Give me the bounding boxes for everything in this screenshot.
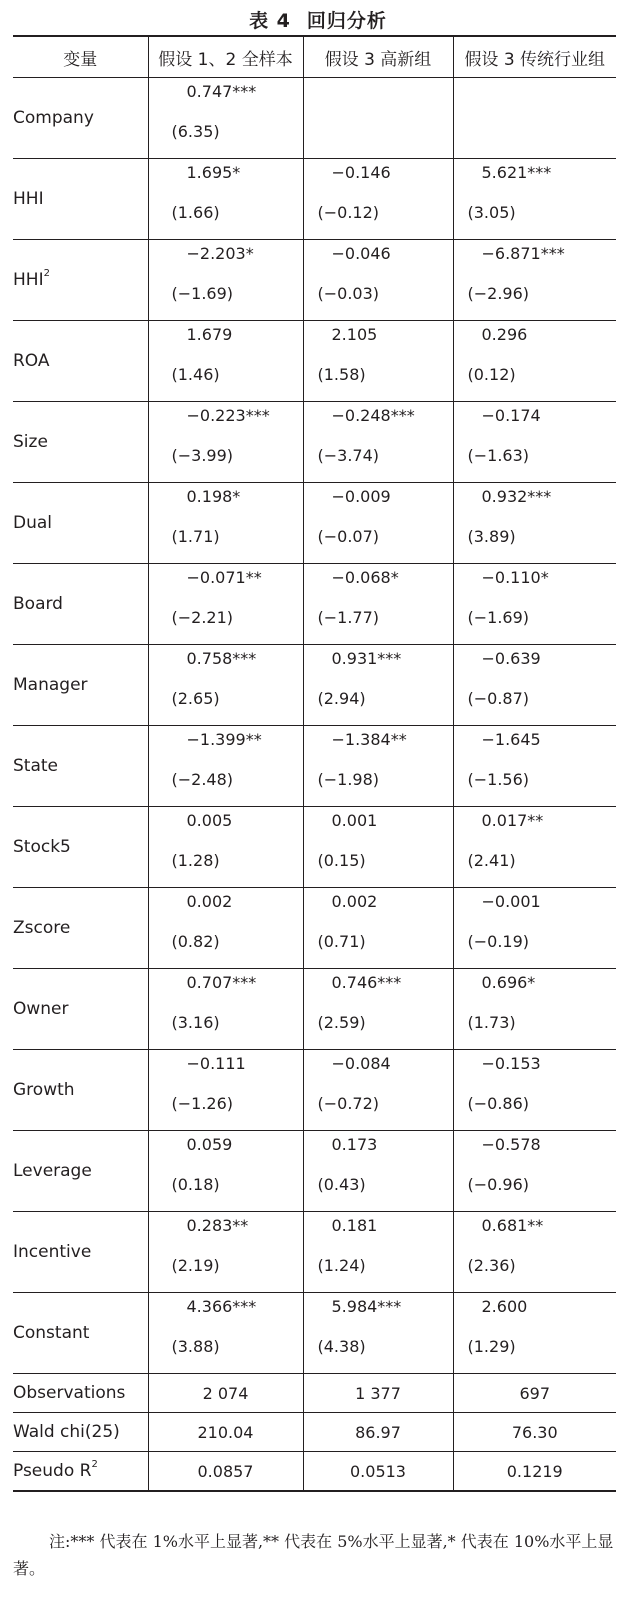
coefficient: −0.110* (481, 568, 549, 587)
coefficient: −0.146 (331, 163, 391, 182)
cell-traditional (453, 807, 616, 888)
cell-high-tech (303, 1131, 453, 1212)
coefficient: 0.002 (331, 892, 378, 911)
variable-name: Incentive (13, 1212, 148, 1293)
t-statistic: (−0.07) (317, 527, 380, 546)
coefficient: −6.871*** (481, 244, 565, 263)
variable-name: Zscore (13, 888, 148, 969)
coefficient: 0.001 (331, 811, 378, 830)
t-statistic: (2.36) (467, 1256, 516, 1275)
cell-high-tech (303, 969, 453, 1050)
stat-value-high-tech: 1 377 (303, 1374, 453, 1413)
stat-name: Wald chi(25) (13, 1413, 148, 1452)
coefficient: −0.111 (186, 1054, 246, 1073)
coefficient: 0.681** (481, 1216, 544, 1235)
t-statistic: (6.35) (171, 122, 220, 141)
t-statistic: (−0.96) (467, 1175, 530, 1194)
cell-traditional (453, 321, 616, 402)
variable-name: Dual (13, 483, 148, 564)
t-statistic: (0.12) (467, 365, 516, 384)
t-statistic: (−1.69) (171, 284, 234, 303)
coefficient: 1.695* (186, 163, 241, 182)
coefficient: 0.005 (186, 811, 233, 830)
t-statistic: (−1.63) (467, 446, 530, 465)
t-statistic: (−3.99) (171, 446, 234, 465)
t-statistic: (1.46) (171, 365, 220, 384)
stat-value-traditional: 697 (453, 1374, 616, 1413)
cell-full-sample (148, 645, 303, 726)
coefficient: 0.283** (186, 1216, 249, 1235)
stat-value-high-tech: 86.97 (303, 1413, 453, 1452)
table-note: 注:*** 代表在 1%水平上显著,** 代表在 5%水平上显著,* 代表在 10%水平上显著。 (13, 1532, 614, 1578)
table-row (13, 969, 616, 1050)
cell-high-tech (303, 1050, 453, 1131)
t-statistic: (0.71) (317, 932, 366, 951)
variable-name: Stock5 (13, 807, 148, 888)
t-statistic: (1.66) (171, 203, 220, 222)
header-high-tech: 假设 3 高新组 (303, 36, 453, 78)
cell-traditional (453, 1293, 616, 1374)
cell-traditional (453, 564, 616, 645)
cell-high-tech (303, 483, 453, 564)
variable-name: ROA (13, 321, 148, 402)
header-traditional: 假设 3 传统行业组 (453, 36, 616, 78)
t-statistic: (−1.69) (467, 608, 530, 627)
coefficient: 5.984*** (331, 1297, 402, 1316)
t-statistic: (1.28) (171, 851, 220, 870)
table-row (13, 564, 616, 645)
cell-high-tech (303, 402, 453, 483)
cell-traditional (453, 1212, 616, 1293)
t-statistic: (4.38) (317, 1337, 366, 1356)
table-row (13, 78, 616, 159)
stat-value-full-sample: 0.0857 (148, 1452, 303, 1492)
variable-name: Owner (13, 969, 148, 1050)
table-row (13, 1131, 616, 1212)
table-row (13, 888, 616, 969)
t-statistic: (0.15) (317, 851, 366, 870)
cell-full-sample (148, 1131, 303, 1212)
t-statistic: (−1.77) (317, 608, 380, 627)
cell-full-sample (148, 402, 303, 483)
stat-value-traditional: 0.1219 (453, 1452, 616, 1492)
regression-table (13, 35, 616, 1492)
variable-name: Leverage (13, 1131, 148, 1212)
table-row (13, 159, 616, 240)
stat-name: Observations (13, 1374, 148, 1413)
coefficient: 0.707*** (186, 973, 257, 992)
coefficient: 0.746*** (331, 973, 402, 992)
cell-full-sample (148, 1293, 303, 1374)
variable-name: HHI$^2$ (13, 240, 148, 321)
t-statistic: (−0.03) (317, 284, 380, 303)
stat-row (13, 1413, 616, 1452)
cell-traditional (453, 159, 616, 240)
coefficient: −0.001 (481, 892, 541, 911)
cell-high-tech (303, 1212, 453, 1293)
coefficient: 5.621*** (481, 163, 552, 182)
cell-high-tech (303, 807, 453, 888)
t-statistic: (−0.87) (467, 689, 530, 708)
cell-full-sample (148, 483, 303, 564)
stat-value-full-sample: 210.04 (148, 1413, 303, 1452)
cell-traditional (453, 483, 616, 564)
t-statistic: (2.59) (317, 1013, 366, 1032)
cell-full-sample (148, 78, 303, 159)
coefficient: 0.198* (186, 487, 241, 506)
table-row (13, 483, 616, 564)
table-body (13, 78, 616, 1492)
table-caption: 回归分析 (306, 10, 387, 32)
cell-full-sample (148, 969, 303, 1050)
header-full-sample: 假设 1、2 全样本 (148, 36, 303, 78)
stat-row (13, 1374, 616, 1413)
cell-high-tech (303, 564, 453, 645)
cell-traditional (453, 645, 616, 726)
t-statistic: (1.29) (467, 1337, 516, 1356)
coefficient: −0.223*** (186, 406, 270, 425)
table-row (13, 726, 616, 807)
coefficient: −0.174 (481, 406, 541, 425)
cell-high-tech (303, 78, 453, 159)
coefficient: −0.578 (481, 1135, 541, 1154)
cell-full-sample (148, 564, 303, 645)
cell-full-sample (148, 726, 303, 807)
t-statistic: (1.24) (317, 1256, 366, 1275)
coefficient: −0.248*** (331, 406, 415, 425)
coefficient: −0.639 (481, 649, 541, 668)
t-statistic: (−2.21) (171, 608, 234, 627)
cell-traditional (453, 1131, 616, 1212)
cell-full-sample (148, 888, 303, 969)
t-statistic: (0.82) (171, 932, 220, 951)
coefficient: 0.059 (186, 1135, 233, 1154)
t-statistic: (−3.74) (317, 446, 380, 465)
cell-traditional (453, 726, 616, 807)
table-row (13, 1293, 616, 1374)
variable-name: Size (13, 402, 148, 483)
coefficient: 1.679 (186, 325, 233, 344)
stat-name: Pseudo $R^2$ (13, 1452, 148, 1492)
cell-full-sample (148, 1050, 303, 1131)
table-row (13, 402, 616, 483)
coefficient: −1.399** (186, 730, 262, 749)
cell-high-tech (303, 645, 453, 726)
t-statistic: (1.71) (171, 527, 220, 546)
t-statistic: (−2.48) (171, 770, 234, 789)
table-number: 表 4 (249, 10, 291, 32)
cell-full-sample (148, 807, 303, 888)
table-row (13, 807, 616, 888)
table-row (13, 1212, 616, 1293)
coefficient: 0.002 (186, 892, 233, 911)
variable-name: Board (13, 564, 148, 645)
variable-name: State (13, 726, 148, 807)
cell-traditional (453, 78, 616, 159)
table-row (13, 240, 616, 321)
coefficient: −0.153 (481, 1054, 541, 1073)
t-statistic: (−0.12) (317, 203, 380, 222)
t-statistic: (−0.19) (467, 932, 530, 951)
coefficient: −0.071** (186, 568, 262, 587)
cell-full-sample (148, 321, 303, 402)
cell-traditional (453, 969, 616, 1050)
t-statistic: (−0.86) (467, 1094, 530, 1113)
stat-value-traditional: 76.30 (453, 1413, 616, 1452)
cell-full-sample (148, 1212, 303, 1293)
coefficient: −0.084 (331, 1054, 391, 1073)
cell-traditional (453, 402, 616, 483)
cell-traditional (453, 1050, 616, 1131)
coefficient: −2.203* (186, 244, 254, 263)
cell-high-tech (303, 888, 453, 969)
coefficient: 2.105 (331, 325, 378, 344)
table-row (13, 321, 616, 402)
t-statistic: (0.18) (171, 1175, 220, 1194)
coefficient: 4.366*** (186, 1297, 257, 1316)
coefficient: 0.758*** (186, 649, 257, 668)
coefficient: 2.600 (481, 1297, 528, 1316)
coefficient: −1.645 (481, 730, 541, 749)
coefficient: 0.696* (481, 973, 536, 992)
variable-name: Manager (13, 645, 148, 726)
coefficient: 0.931*** (331, 649, 402, 668)
t-statistic: (3.88) (171, 1337, 220, 1356)
coefficient: 0.181 (331, 1216, 378, 1235)
cell-high-tech (303, 240, 453, 321)
cell-high-tech (303, 1293, 453, 1374)
coefficient: −0.046 (331, 244, 391, 263)
variable-name: Company (13, 78, 148, 159)
cell-full-sample (148, 240, 303, 321)
t-statistic: (2.94) (317, 689, 366, 708)
coefficient: 0.017** (481, 811, 544, 830)
t-statistic: (3.89) (467, 527, 516, 546)
coefficient: 0.296 (481, 325, 528, 344)
cell-traditional (453, 240, 616, 321)
cell-full-sample (148, 159, 303, 240)
t-statistic: (3.05) (467, 203, 516, 222)
t-statistic: (2.41) (467, 851, 516, 870)
header-variable: 变量 (13, 36, 148, 78)
t-statistic: (2.19) (171, 1256, 220, 1275)
coefficient: −1.384** (331, 730, 407, 749)
cell-high-tech (303, 321, 453, 402)
stat-value-high-tech: 0.0513 (303, 1452, 453, 1492)
table-title (0, 6, 632, 33)
coefficient: −0.009 (331, 487, 391, 506)
cell-high-tech (303, 726, 453, 807)
stat-value-full-sample: 2 074 (148, 1374, 303, 1413)
t-statistic: (−2.96) (467, 284, 530, 303)
header-row (13, 36, 616, 78)
t-statistic: (−0.72) (317, 1094, 380, 1113)
stat-row (13, 1452, 616, 1492)
t-statistic: (−1.26) (171, 1094, 234, 1113)
variable-name: HHI (13, 159, 148, 240)
t-statistic: (1.73) (467, 1013, 516, 1032)
coefficient: 0.932*** (481, 487, 552, 506)
coefficient: 0.747*** (186, 82, 257, 101)
t-statistic: (3.16) (171, 1013, 220, 1032)
cell-traditional (453, 888, 616, 969)
coefficient: −0.068* (331, 568, 399, 587)
table-row (13, 1050, 616, 1131)
coefficient: 0.173 (331, 1135, 378, 1154)
table-row (13, 645, 616, 726)
variable-name: Constant (13, 1293, 148, 1374)
cell-high-tech (303, 159, 453, 240)
variable-name: Growth (13, 1050, 148, 1131)
t-statistic: (0.43) (317, 1175, 366, 1194)
t-statistic: (1.58) (317, 365, 366, 384)
t-statistic: (2.65) (171, 689, 220, 708)
t-statistic: (−1.56) (467, 770, 530, 789)
t-statistic: (−1.98) (317, 770, 380, 789)
